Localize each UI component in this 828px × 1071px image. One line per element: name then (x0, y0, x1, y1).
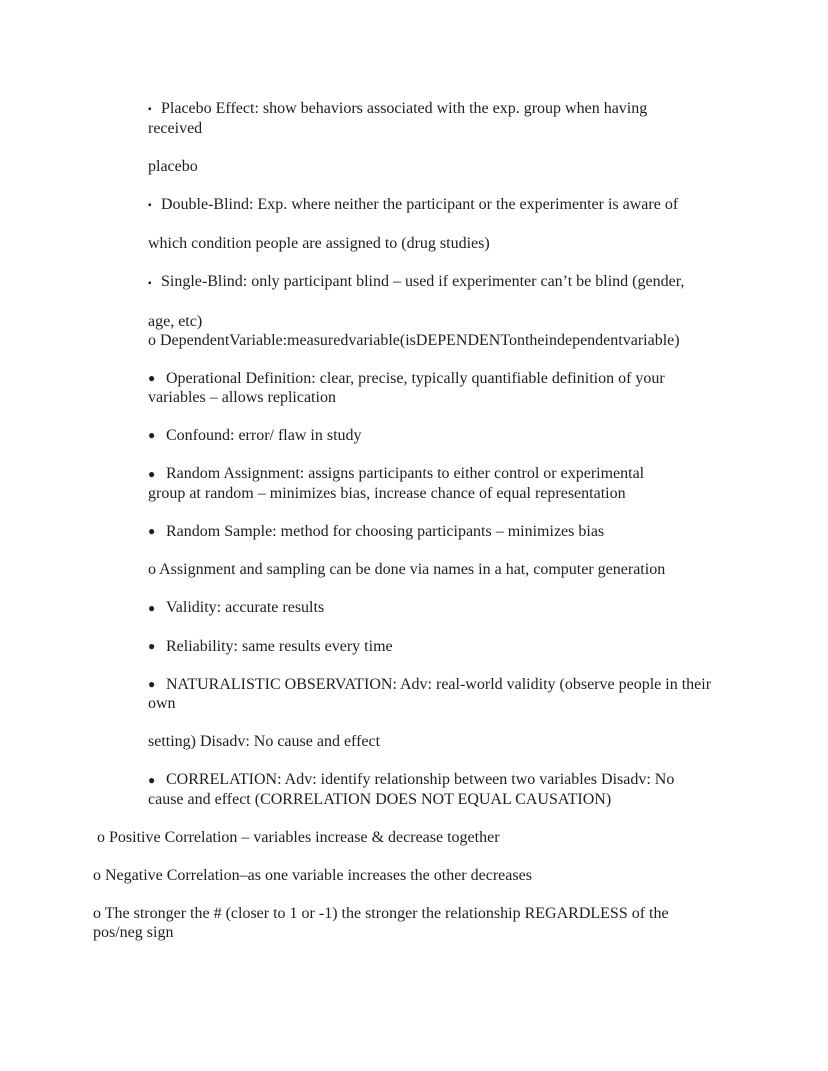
text-line (148, 522, 828, 541)
text-line: own (148, 695, 176, 713)
text-content: Validity: accurate results (166, 599, 325, 617)
text-line: received (148, 120, 203, 138)
text-line (148, 675, 828, 694)
text-line (148, 369, 828, 388)
text-line: setting) Disadv: No cause and effect (148, 733, 381, 751)
text-content: NATURALISTIC OBSERVATION: Adv: real-world validity (observe people in their (166, 676, 712, 694)
paragraph (93, 866, 828, 885)
list-item (148, 637, 828, 656)
text-line (148, 770, 828, 789)
paragraph (93, 904, 828, 942)
square-bullet-icon: ▪ (148, 200, 152, 212)
disc-bullet-icon: ● (148, 639, 156, 654)
square-bullet-icon: ▪ (148, 104, 152, 116)
disc-bullet-icon: ● (148, 428, 156, 443)
paragraph (148, 157, 828, 176)
text-line (148, 426, 828, 445)
list-item (148, 426, 828, 445)
paragraph (148, 312, 828, 350)
text-line: o The stronger the # (closer to 1 or -1) the stronger the relationship REGARDLESS of the (93, 904, 669, 922)
disc-bullet-icon: ● (148, 772, 156, 787)
text-line (148, 99, 828, 119)
text-content: Reliability: same results every time (166, 637, 393, 655)
disc-bullet-icon: ● (148, 600, 156, 615)
list-item (148, 464, 828, 502)
text-line: cause and effect (CORRELATION DOES NOT EQUAL CAUSATION) (148, 790, 612, 808)
text-content: Confound: error/ flaw in study (166, 427, 362, 445)
text-line (148, 272, 828, 292)
text-content: Single-Blind: only participant blind – used if experimenter can’t be blind (gender, (161, 273, 685, 291)
text-content: CORRELATION: Adv: identify relationship between two variables Disadv: No (166, 771, 675, 789)
text-line: age, etc) (148, 312, 203, 330)
text-line (148, 598, 828, 617)
text-line: variables – allows replication (148, 389, 336, 407)
disc-bullet-icon: ● (148, 371, 156, 386)
text-line (148, 195, 828, 215)
list-item (148, 195, 828, 215)
list-item (148, 598, 828, 617)
text-content: Random Sample: method for choosing participants – minimizes bias (166, 522, 605, 540)
text-content: Random Assignment: assigns participants to either control or experimental (166, 465, 645, 483)
paragraph (93, 828, 828, 847)
text-content: Placebo Effect: show behaviors associated with the exp. group when having (161, 100, 648, 117)
text-line (148, 637, 828, 656)
text-line: pos/neg sign (93, 923, 174, 941)
text-line: placebo (148, 158, 198, 176)
paragraph (148, 560, 828, 579)
list-item (148, 272, 828, 292)
text-line: o DependentVariable:measuredvariable(isDEPENDENTontheindependentvariable) (148, 331, 680, 349)
text-line: o Assignment and sampling can be done via names in a hat, computer generation (148, 561, 666, 579)
paragraph (148, 234, 828, 253)
list-item (148, 675, 828, 713)
list-item (148, 369, 828, 407)
list-item (148, 770, 828, 808)
list-item (148, 522, 828, 541)
paragraph (148, 732, 828, 751)
square-bullet-icon: ▪ (148, 277, 152, 289)
text-content: Operational Definition: clear, precise, typically quantifiable definition of your (166, 369, 665, 387)
disc-bullet-icon: ● (148, 524, 156, 539)
list-item (148, 99, 828, 138)
text-line: group at random – minimizes bias, increase chance of equal representation (148, 484, 626, 502)
text-content: Double-Blind: Exp. where neither the participant or the experimenter is aware of (161, 196, 679, 214)
text-line (148, 464, 828, 483)
text-line: o Negative Correlation–as one variable increases the other decreases (93, 866, 532, 884)
disc-bullet-icon: ● (148, 677, 156, 692)
text-line: which condition people are assigned to (drug studies) (148, 235, 490, 253)
text-line: o Positive Correlation – variables increase & decrease together (93, 828, 500, 846)
disc-bullet-icon: ● (148, 466, 156, 481)
